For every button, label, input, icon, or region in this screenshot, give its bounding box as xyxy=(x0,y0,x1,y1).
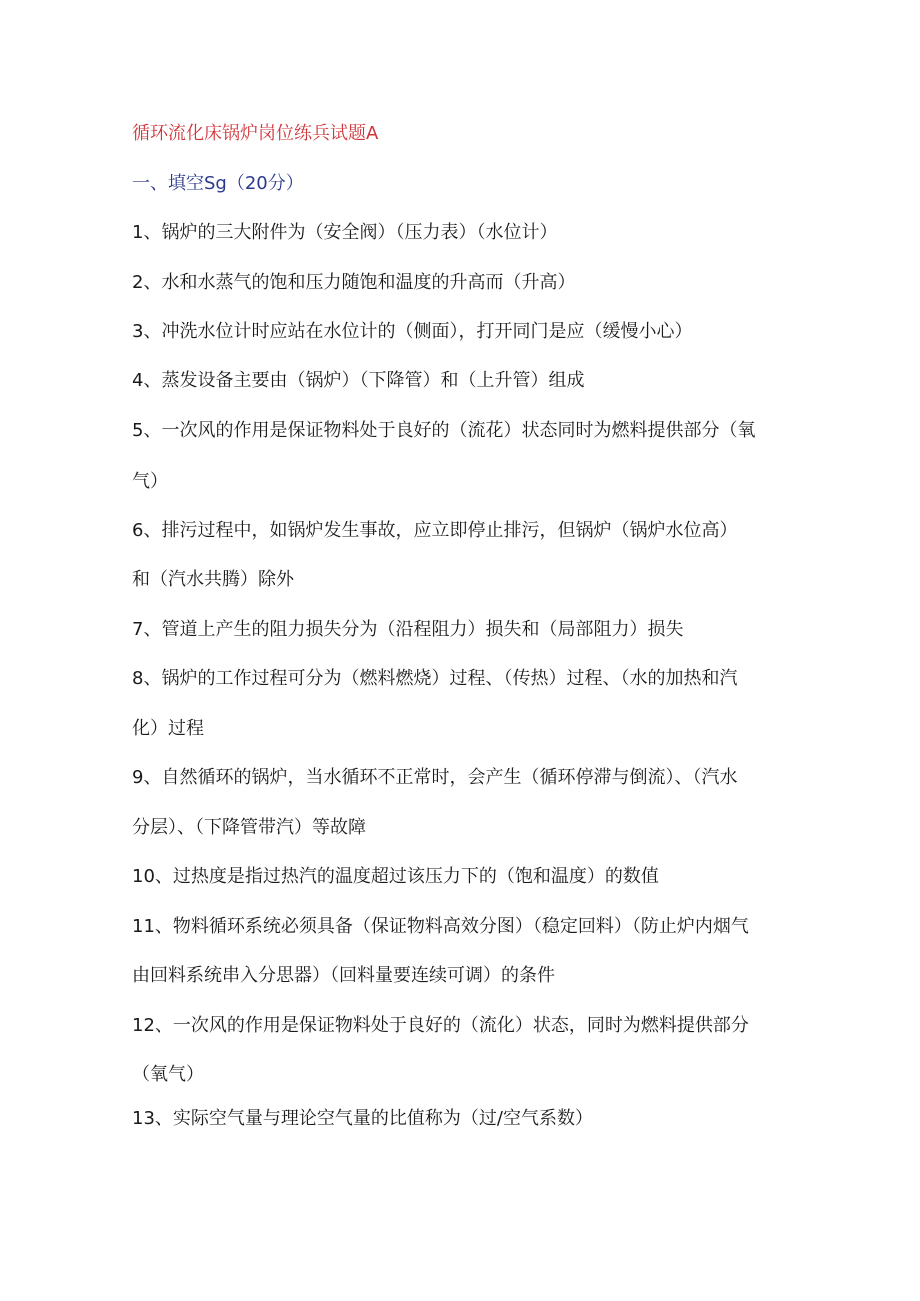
question-line: 8、锅炉的工作过程可分为（燃料燃烧）过程、（传热）过程、（水的加热和汽 xyxy=(132,668,738,689)
question-line-continuation: （氧气） xyxy=(132,1064,204,1085)
question-line: 1、锅炉的三大附件为（安全阀）（压力表）（水位计） xyxy=(132,222,558,243)
question-line-continuation: 分层）、（下降管带汽）等故障 xyxy=(132,817,366,838)
question-line: 2、水和水蒸气的饱和压力随饱和温度的升高而（升高） xyxy=(132,272,576,293)
question-line-continuation: 气） xyxy=(132,471,168,492)
question-line: 7、管道上产生的阻力损失分为（沿程阻力）损失和（局部阻力）损失 xyxy=(132,619,684,640)
question-line-continuation: 由回料系统串入分思器）（回料量要连续可调）的条件 xyxy=(132,965,555,986)
question-line: 5、一次风的作用是保证物料处于良好的（流花）状态同时为燃料提供部分（氧 xyxy=(132,420,756,441)
question-line: 10、过热度是指过热汽的温度超过该压力下的（饱和温度）的数值 xyxy=(132,866,659,887)
question-line: 11、物料循环系统必须具备（保证物料高效分图）（稳定回料）（防止炉内烟气 xyxy=(132,916,749,937)
question-line-continuation: 化）过程 xyxy=(132,718,204,739)
question-line-continuation: 和（汽水共腾）除外 xyxy=(132,569,294,590)
section-heading: 一、填空Sg（20分） xyxy=(132,173,304,194)
question-line: 9、自然循环的锅炉，当水循环不正常时，会产生（循环停滞与倒流）、（汽水 xyxy=(132,767,738,788)
question-line: 4、蒸发设备主要由（锅炉）（下降管）和（上升管）组成 xyxy=(132,370,585,391)
question-line: 13、实际空气量与理论空气量的比值称为（过/空气系数） xyxy=(132,1108,593,1129)
question-line: 3、冲洗水位计时应站在水位计的（侧面），打开同门是应（缓慢小心） xyxy=(132,321,693,342)
question-line: 12、一次风的作用是保证物料处于良好的（流化）状态，同时为燃料提供部分 xyxy=(132,1015,749,1036)
document-title: 循环流化床锅炉岗位练兵试题A xyxy=(132,123,379,144)
question-line: 6、排污过程中，如锅炉发生事故，应立即停止排污，但锅炉（锅炉水位高） xyxy=(132,520,738,541)
